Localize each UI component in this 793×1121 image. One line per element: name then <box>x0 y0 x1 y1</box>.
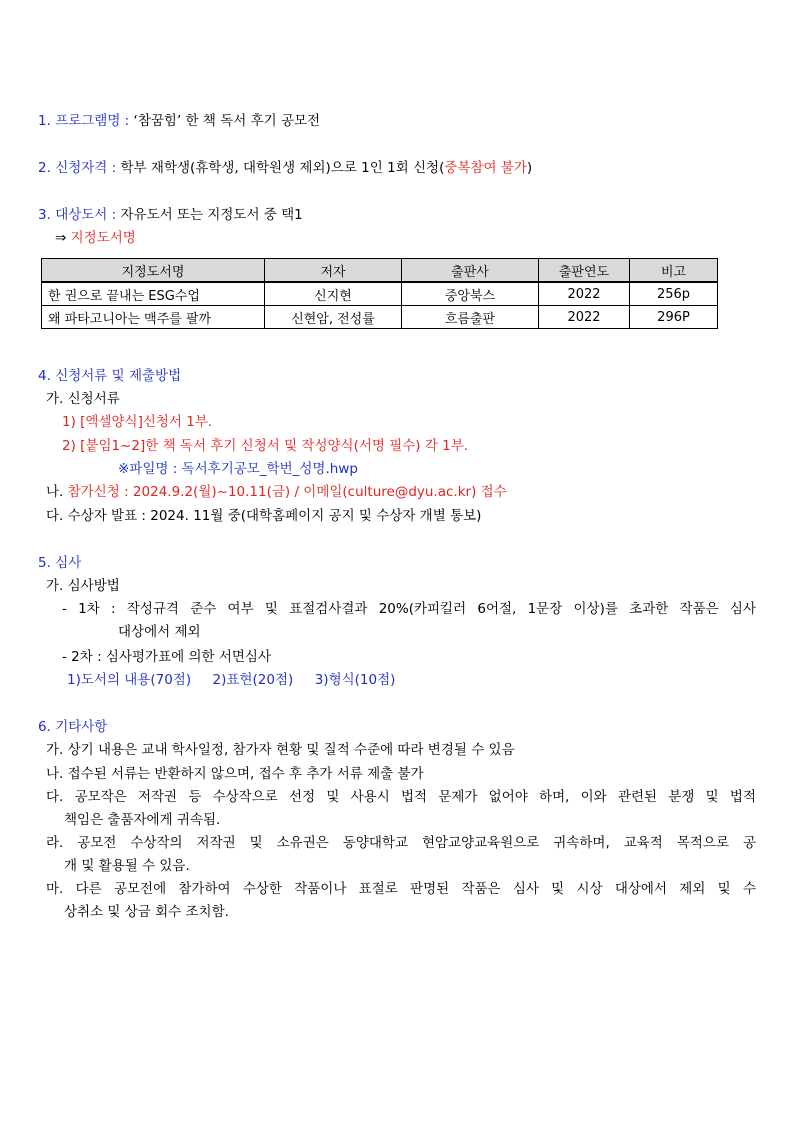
section-6-ga: 가. 상기 내용은 교내 학사일정, 참가자 현황 및 질적 수준에 따라 변경될 수 있음 <box>46 742 515 758</box>
table-header: 출판사 <box>402 259 539 283</box>
section-4-item-2: 2) [붙임1~2]한 책 독서 후기 신청서 및 작성양식(서명 필수) 각 1부. <box>62 438 469 454</box>
section-5-label: 심사 <box>55 555 82 571</box>
section-4-ga: 가. 신청서류 <box>46 391 120 407</box>
section-3 <box>38 205 303 225</box>
section-4-label: 신청서류 및 제출방법 <box>55 368 182 384</box>
section-5-criteria: 1)도서의 내용(70점) 2)표현(20점) 3)형식(10점) <box>67 672 396 688</box>
table-cell: 중앙북스 <box>402 282 539 306</box>
section-6 <box>38 717 107 737</box>
section-3-value: 자유도서 또는 지정도서 중 택1 <box>120 207 303 223</box>
table-header: 지정도서명 <box>42 259 265 283</box>
section-6-label: 기타사항 <box>55 719 108 735</box>
section-2-number: 2. <box>38 160 51 176</box>
section-4-application-period: 참가신청 : 2024.9.2(월)~10.11(금) / 이메일(culture@dyu.ac.kr) 접수 <box>67 484 507 500</box>
section-4-filename: ※파일명 : 독서후기공모_학번_성명.hwp <box>118 461 358 477</box>
section-2-close: ) <box>526 160 533 176</box>
designated-books-table <box>41 258 718 329</box>
section-6-da: 다. 공모작은 저작권 등 수상작으로 선정 및 사용시 법적 문제가 없어야 하며, 이와 관련된 분쟁 및 법적 <box>46 789 756 805</box>
section-5-number: 5. <box>38 555 51 571</box>
section-1-value: ‘참꿈힘’ 한 책 독서 후기 공모전 <box>133 113 321 129</box>
section-6-da-cont: 책임은 출품자에게 귀속됨. <box>64 812 221 828</box>
section-4-item-1: 1) [엑셀양식]신청서 1부. <box>62 414 213 430</box>
table-cell: 신지현 <box>265 282 402 306</box>
section-2-restriction: 중복참여 불가 <box>444 160 527 176</box>
table-header-row <box>42 259 718 283</box>
section-6-ra: 라. 공모전 수상작의 저작권 및 소유권은 동양대학교 현암교양교육원으로 귀속하며, 교육적 목적으로 공 <box>46 835 756 851</box>
section-5-first-round: - 1차 : 작성규격 준수 여부 및 표절검사결과 20%(카피킬러 6어절, 1문장 이상)를 초과한 작품은 심사 <box>62 601 756 617</box>
section-4 <box>38 366 181 386</box>
section-2-label: 신청자격 : <box>55 160 117 176</box>
table-cell: 신현암, 전성률 <box>265 306 402 329</box>
table-cell: 256p <box>630 282 718 306</box>
section-3-number: 3. <box>38 207 51 223</box>
table-cell: 왜 파타고니아는 맥주를 팔까 <box>42 306 265 329</box>
designated-books-heading <box>55 228 136 248</box>
section-3-label: 대상도서 : <box>55 207 117 223</box>
table-cell: 2022 <box>539 282 630 306</box>
table-header: 출판연도 <box>539 259 630 283</box>
table-cell: 2022 <box>539 306 630 329</box>
section-1 <box>38 111 320 131</box>
table-header: 저자 <box>265 259 402 283</box>
section-4-number: 4. <box>38 368 51 384</box>
table-row <box>42 282 718 306</box>
section-6-ra-cont: 개 및 활용될 수 있음. <box>64 858 190 874</box>
section-2-value: 학부 재학생(휴학생, 대학원생 제외)으로 1인 1회 신청( <box>120 160 445 176</box>
section-1-number: 1. <box>38 113 51 129</box>
section-1-label: 프로그램명 : <box>55 113 130 129</box>
table-cell: 296P <box>630 306 718 329</box>
section-5-ga: 가. 심사방법 <box>46 578 120 594</box>
section-6-number: 6. <box>38 719 51 735</box>
arrow-icon: ⇒ <box>55 230 67 246</box>
section-4-na <box>46 482 507 502</box>
table-header: 비고 <box>630 259 718 283</box>
section-5-second-round: - 2차 : 심사평가표에 의한 서면심사 <box>62 649 271 665</box>
section-6-ma-cont: 상취소 및 상금 회수 조치함. <box>64 904 229 920</box>
section-4-da: 다. 수상자 발표 : 2024. 11월 중(대학홈페이지 공지 및 수상자 개별 통보) <box>46 508 482 524</box>
section-4-na-prefix: 나. <box>46 484 64 500</box>
table-cell: 흐름출판 <box>402 306 539 329</box>
table-cell: 한 권으로 끝내는 ESG수업 <box>42 282 265 306</box>
section-6-ma: 마. 다른 공모전에 참가하여 수상한 작품이나 표절로 판명된 작품은 심사 및 시상 대상에서 제외 및 수 <box>46 881 756 897</box>
section-5 <box>38 553 81 573</box>
section-5-first-round-cont: 대상에서 제외 <box>118 624 201 640</box>
section-6-na: 나. 접수된 서류는 반환하지 않으며, 접수 후 추가 서류 제출 불가 <box>46 766 424 782</box>
section-2 <box>38 158 532 178</box>
table-row <box>42 306 718 329</box>
designated-books-label: 지정도서명 <box>70 230 136 246</box>
